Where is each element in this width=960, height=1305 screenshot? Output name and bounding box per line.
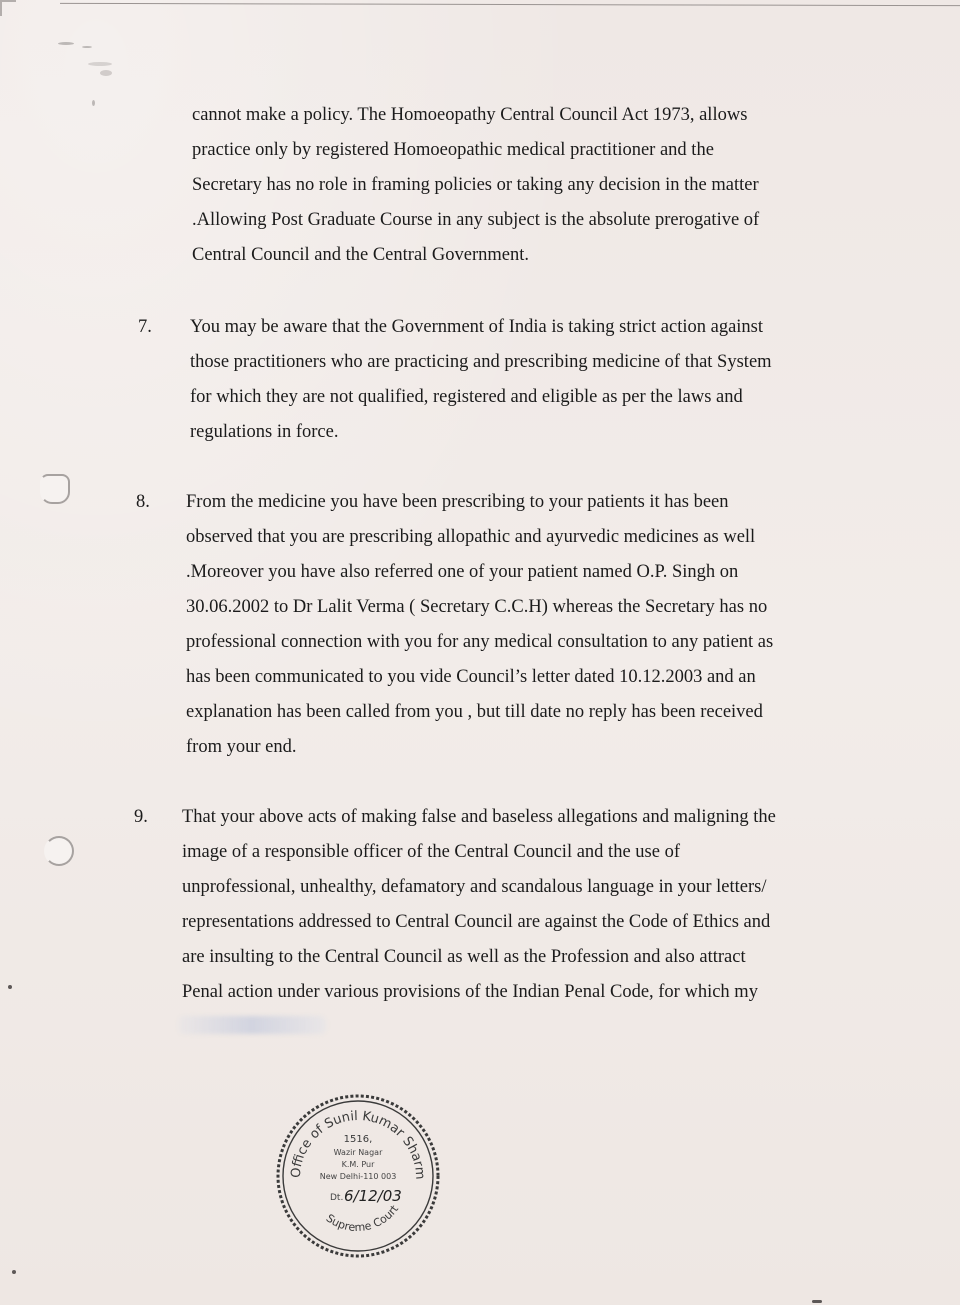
- blurred-mark: [178, 1016, 326, 1034]
- paragraph-8: [186, 485, 850, 765]
- stamp-outer-text: Office of Sunil Kumar Sharm: [288, 1108, 428, 1181]
- stamp-number: 1516,: [343, 1134, 373, 1145]
- stamp-bottom-text: Supreme Court: [323, 1202, 402, 1235]
- text-line: has been communicated to you vide Council’s letter dated 10.12.2003 and an: [186, 667, 756, 687]
- smudge-mark: [100, 70, 112, 76]
- stamp-date-label: Dt.: [330, 1193, 344, 1203]
- text-line: regulations in force.: [190, 422, 339, 442]
- smudge-mark: [92, 100, 95, 106]
- smudge-mark: [58, 42, 74, 45]
- text-line: from your end.: [186, 737, 297, 757]
- corner-mark: [0, 0, 16, 16]
- text-line: 30.06.2002 to Dr Lalit Verma ( Secretary C.C.H) whereas the Secretary has no: [186, 597, 768, 617]
- paragraph-7: [190, 310, 852, 450]
- text-line: those practitioners who are practicing and prescribing medicine of that System: [190, 352, 772, 372]
- advocate-stamp: [272, 1090, 442, 1260]
- paragraph-number: 9.: [134, 807, 148, 827]
- text-line: observed that you are prescribing allopathic and ayurvedic medicines as well: [186, 527, 756, 547]
- text-line: for which they are not qualified, registered and eligible as per the laws and: [190, 387, 743, 407]
- text-line: .Moreover you have also referred one of your patient named O.P. Singh on: [186, 562, 739, 582]
- punch-hole: [44, 836, 74, 866]
- smudge-mark: [82, 46, 92, 48]
- stamp-seal: [272, 1090, 442, 1260]
- text-line: professional connection with you for any medical consultation to any patient as: [186, 632, 774, 652]
- punch-hole: [40, 474, 70, 504]
- text-line: Penal action under various provisions of the Indian Penal Code, for which my: [182, 982, 758, 1002]
- margin-dot: [8, 985, 12, 989]
- text-line: image of a responsible officer of the Central Council and the use of: [182, 842, 680, 862]
- stamp-address-2: K.M. Pur: [341, 1160, 375, 1169]
- stamp-address-3: New Delhi-110 003: [319, 1172, 397, 1181]
- text-line: From the medicine you have been prescribing to your patients it has been: [186, 492, 729, 512]
- smudge-mark: [88, 62, 112, 66]
- text-line: Secretary has no role in framing policies or taking any decision in the matter: [192, 175, 759, 195]
- margin-dot: [12, 1270, 16, 1274]
- stamp-date-handwritten: 6/12/03: [344, 1187, 402, 1205]
- page-top-edge: [60, 3, 960, 6]
- text-line: You may be aware that the Government of India is taking strict action against: [190, 317, 764, 337]
- paragraph-9: [182, 800, 846, 1010]
- text-line: .Allowing Post Graduate Course in any subject is the absolute prerogative of: [192, 210, 760, 230]
- paragraph-6-continued: [192, 98, 855, 273]
- text-line: unprofessional, unhealthy, defamatory and scandalous language in your letters/: [182, 877, 767, 897]
- text-line: cannot make a policy. The Homoeopathy Central Council Act 1973, allows: [192, 105, 748, 125]
- text-line: are insulting to the Central Council as well as the Profession and also attract: [182, 947, 746, 967]
- stamp-address-1: Wazir Nagar: [333, 1148, 383, 1157]
- paragraph-number: 8.: [136, 492, 150, 512]
- text-line: That your above acts of making false and baseless allegations and maligning the: [182, 807, 776, 827]
- text-line: explanation has been called from you , but till date no reply has been received: [186, 702, 763, 722]
- text-line: Central Council and the Central Government.: [192, 245, 530, 265]
- text-line: practice only by registered Homoeopathic medical practitioner and the: [192, 140, 714, 160]
- paragraph-number: 7.: [138, 317, 152, 337]
- margin-dot: [812, 1300, 822, 1303]
- text-line: representations addressed to Central Council are against the Code of Ethics and: [182, 912, 771, 932]
